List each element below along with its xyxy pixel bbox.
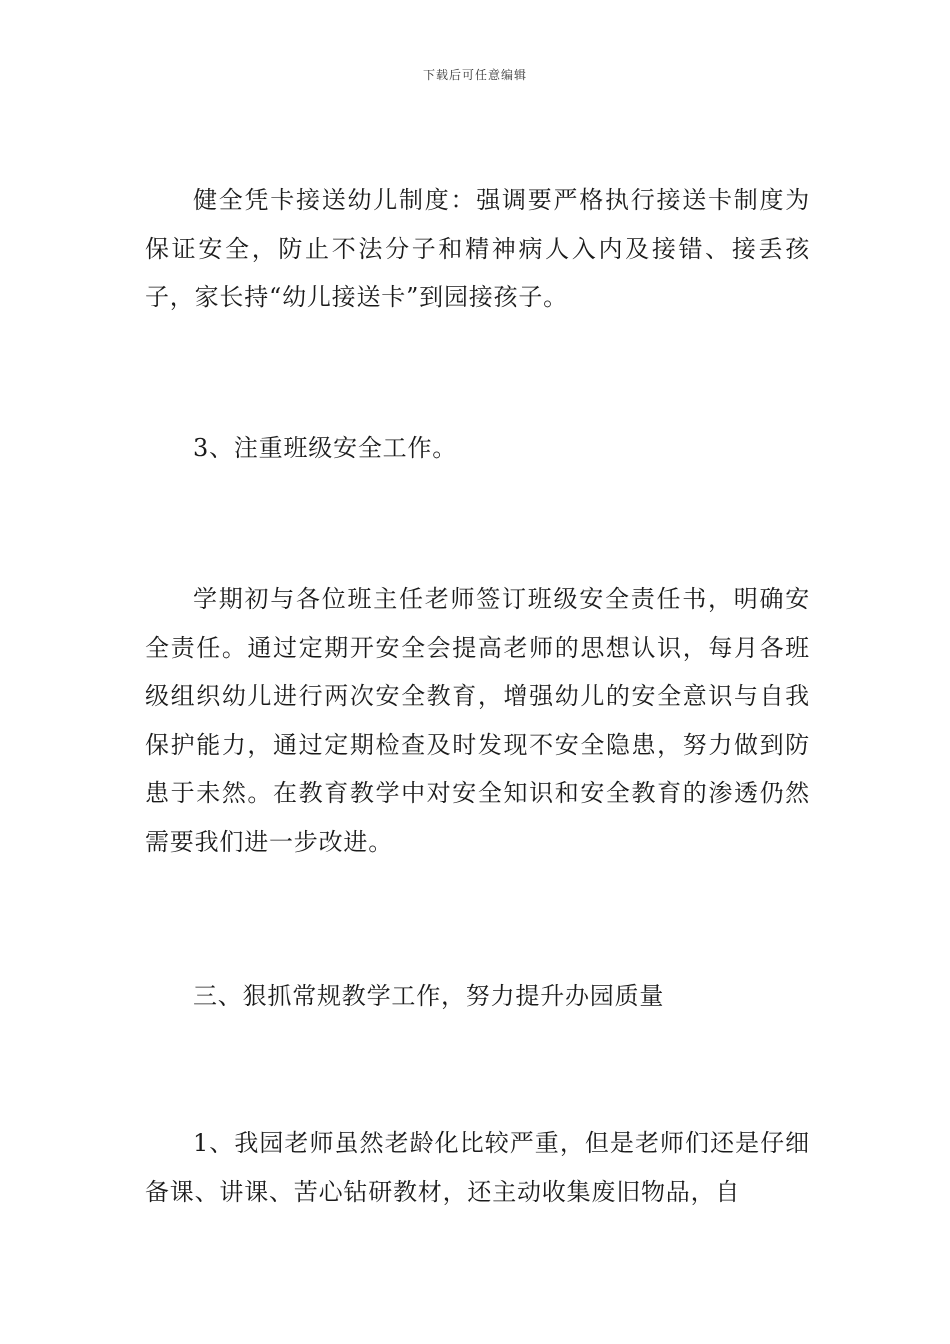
paragraph-pickup-card-policy: 健全凭卡接送幼儿制度：强调要严格执行接送卡制度为保证安全，防止不法分子和精神病人入内及接错、接丢孩子，家长持“幼儿接送卡”到园接孩子。 (145, 186, 810, 311)
paragraph-teachers-effort: 1、我园老师虽然老龄化比较严重，但是老师们还是仔细备课、讲课、苦心钻研教材，还主动收集废旧物品，自 (145, 1129, 810, 1206)
section-heading-teaching-quality: 三、狠抓常规教学工作，努力提升办园质量 (193, 982, 665, 1010)
header-note: 下载后可任意编辑 (422, 68, 527, 82)
paragraph-safety-responsibility: 学期初与各位班主任老师签订班级安全责任书，明确安全责任。通过定期开安全会提高老师的思想认识，每月各班级组织幼儿进行两次安全教育，增强幼儿的安全意识与自我保护能力，通过定期检查及时发现不安全隐患，努力做到防患于未然。在教育教学中对安全知识和安全教育的渗透仍然需要我们进一步改进。 (145, 585, 810, 856)
section-heading-class-safety: 3、注重班级安全工作。 (193, 434, 458, 462)
